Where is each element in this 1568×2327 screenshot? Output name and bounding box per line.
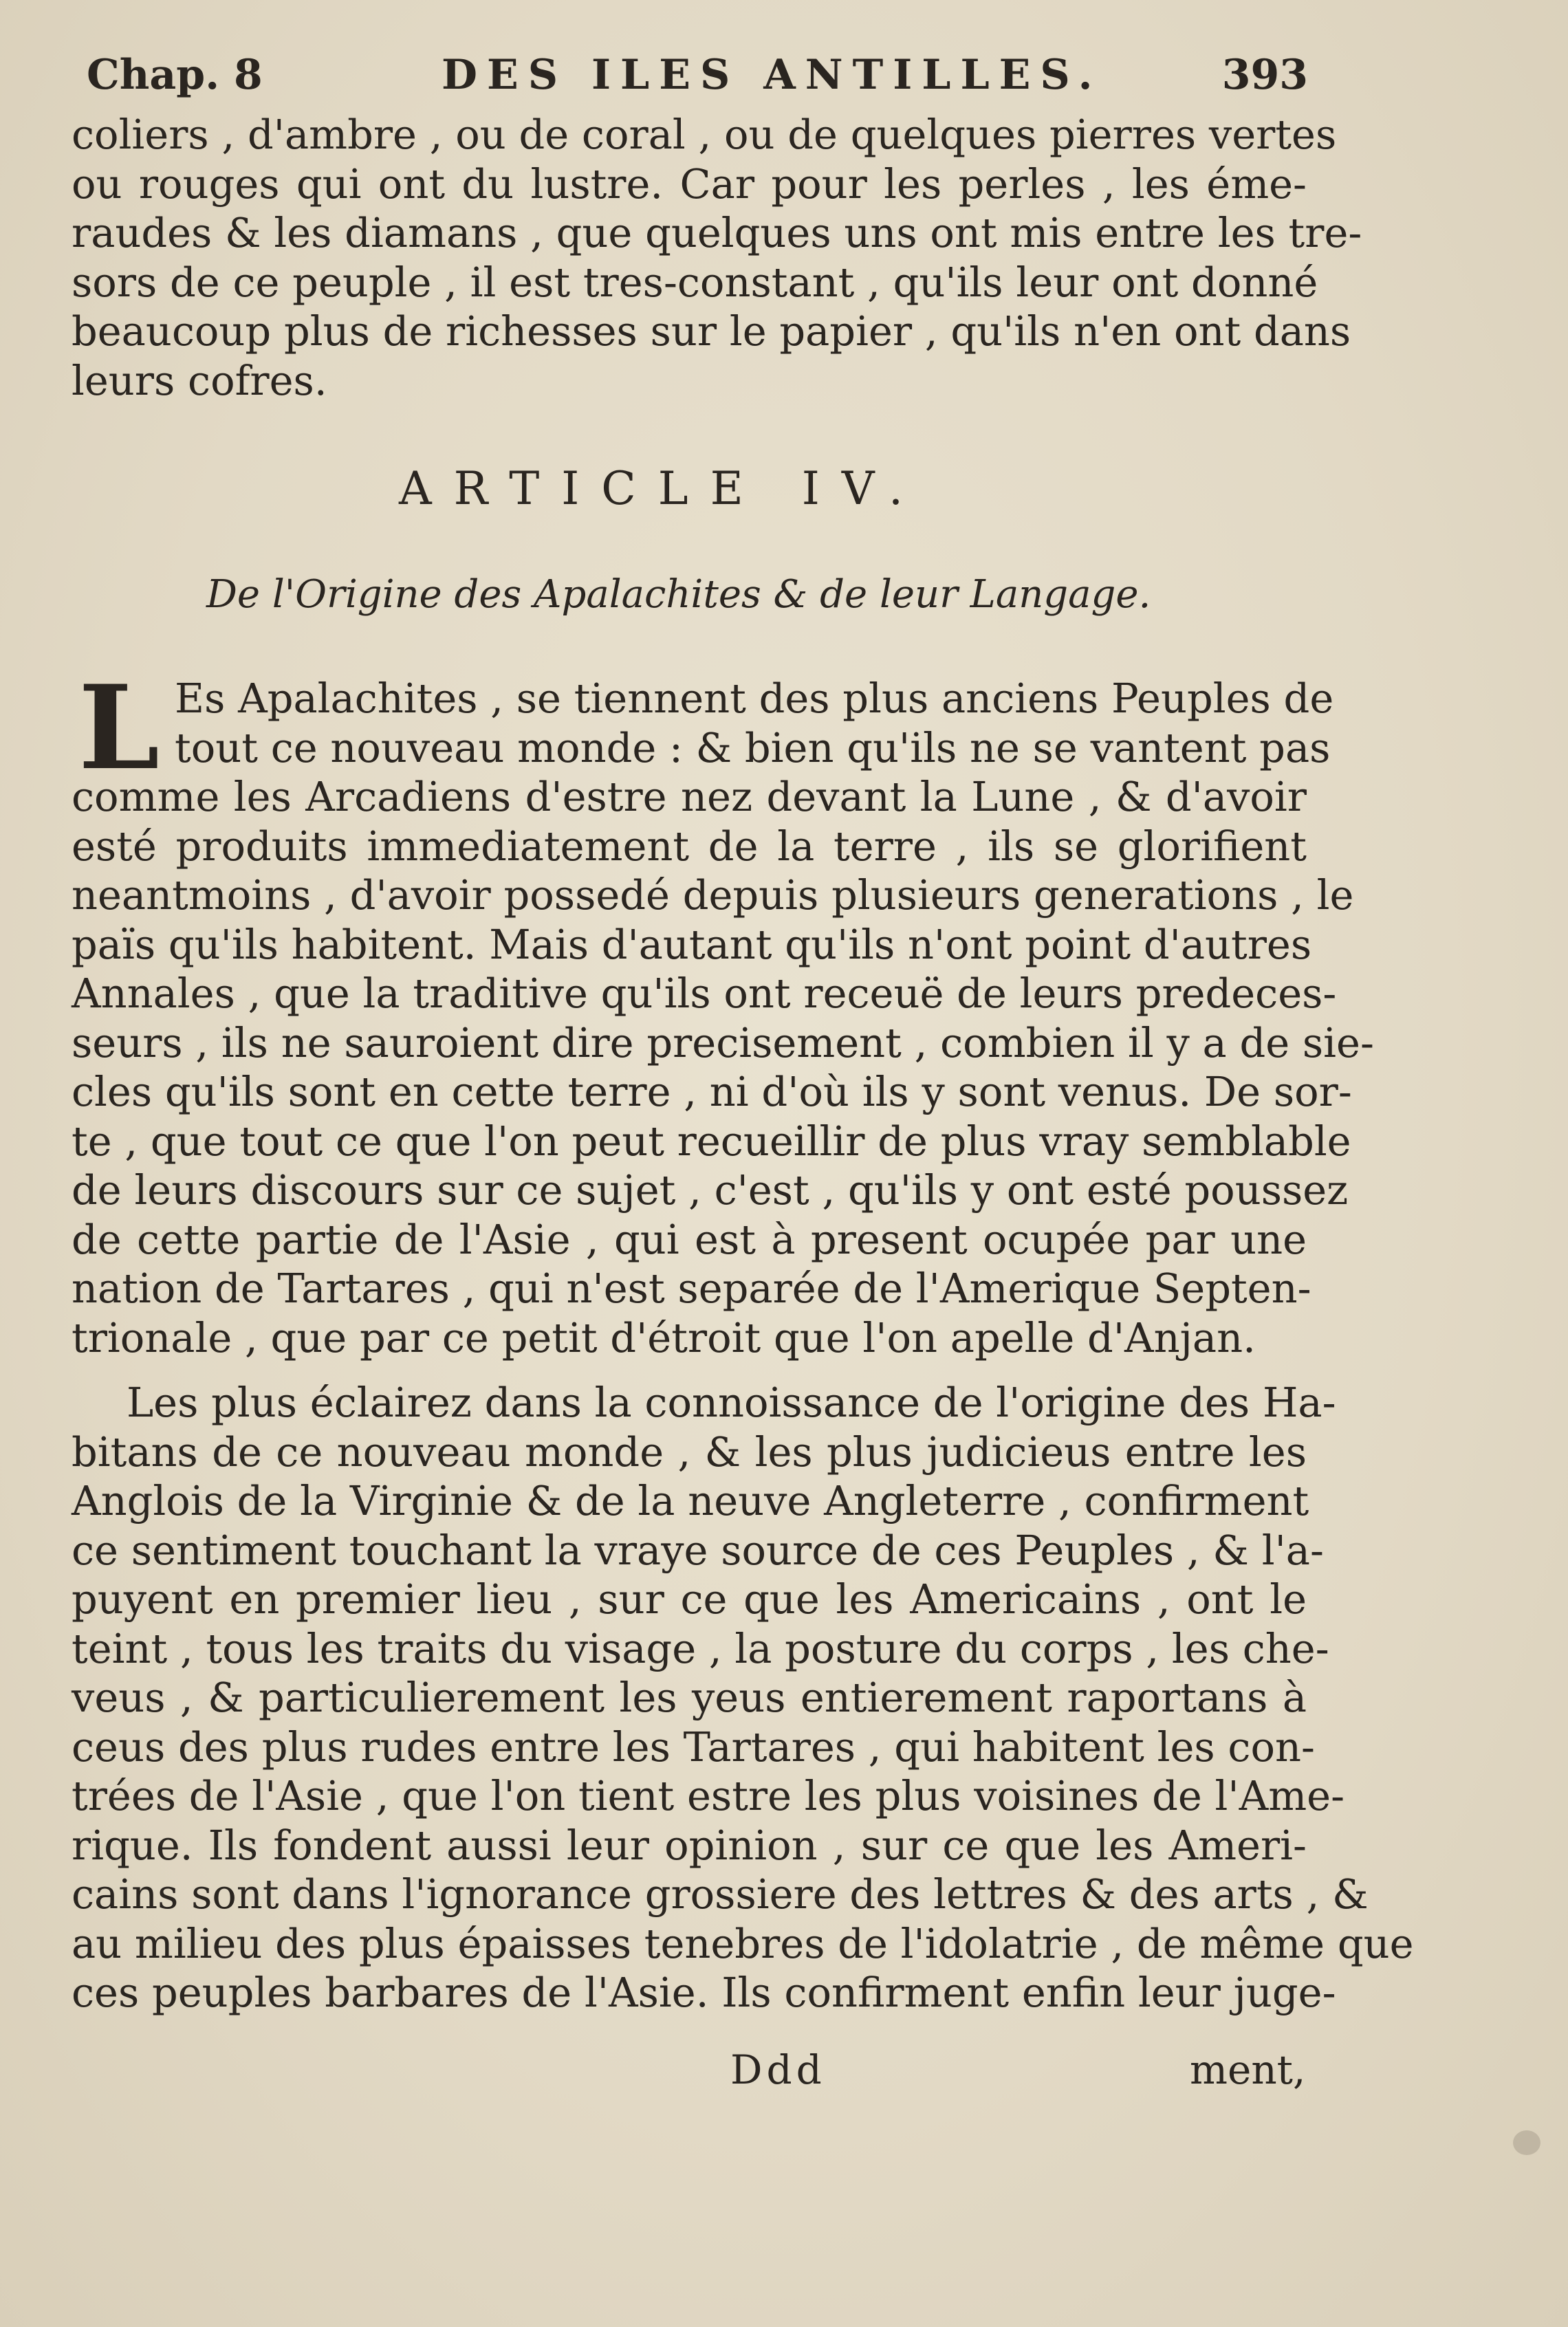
text-line: au milieu des plus épaisses tenebres de l'idolatrie , de même que	[72, 1919, 1414, 1967]
text-line: Les plus éclairez dans la connoissance de l'origine des Ha-	[127, 1379, 1336, 1426]
text-line: cles qu'ils sont en cette terre , ni d'où ils y sont venus. De sor-	[72, 1068, 1352, 1115]
running-header	[77, 51, 1308, 106]
text-line: comme les Arcadiens d'estre nez devant la Lune , & d'avoir	[72, 773, 1307, 820]
text-line: de leurs discours sur ce sujet , c'est , qu'ils y ont esté poussez	[72, 1166, 1349, 1214]
chapter-label: Chap. 8	[87, 51, 263, 99]
article-subtitle: De l'Origine des Apalachites & de leur Langage.	[206, 572, 1151, 617]
text-line: païs qu'ils habitent. Mais d'autant qu'ils n'ont point d'autres	[72, 920, 1312, 968]
catchword: ment,	[1190, 2046, 1306, 2093]
drop-cap: L	[78, 659, 160, 796]
text-line: ce sentiment touchant la vraye source de ces Peuples , & l'a-	[72, 1526, 1324, 1574]
text-line: te , que tout ce que l'on peut recueillir de plus vray semblable	[72, 1117, 1351, 1165]
text-line: beaucoup plus de richesses sur le papier , qu'ils n'en ont dans	[72, 307, 1351, 355]
running-title: DES ILES ANTILLES.	[442, 51, 1102, 99]
text-line: ou rouges qui ont du lustre. Car pour les perles , les éme-	[72, 160, 1307, 208]
text-line: tout ce nouveau monde : & bien qu'ils ne se vantent pas	[175, 723, 1331, 772]
paragraph-3	[72, 1378, 1414, 2018]
text-line: neantmoins , d'avoir possedé depuis plusieurs generations , le	[72, 871, 1354, 919]
article-heading: ARTICLE IV.	[399, 462, 925, 515]
text-line: Annales , que la traditive qu'ils ont receuë de leurs predeces-	[72, 970, 1337, 1017]
text-line: ceus des plus rudes entre les Tartares , qui habitent les con-	[72, 1723, 1315, 1771]
text-line: teint , tous les traits du visage , la posture du corps , les che-	[72, 1624, 1329, 1672]
text-line: leurs cofres.	[72, 356, 327, 404]
text-line: veus , & particulierement les yeus entierement raportans à	[72, 1674, 1307, 1721]
text-line: de cette partie de l'Asie , qui est à present ocupée par une	[72, 1215, 1307, 1263]
text-line: bitans de ce nouveau monde , & les plus judicieus entre les	[72, 1428, 1307, 1476]
text-line: esté produits immediatement de la terre , ils se glorifient	[72, 822, 1307, 870]
text-line: rique. Ils fondent aussi leur opinion , sur ce que les Ameri-	[72, 1821, 1307, 1869]
paragraph-2	[72, 659, 1374, 1362]
text-line: trionale , que par ce petit d'étroit que l'on apelle d'Anjan.	[72, 1313, 1256, 1362]
text-line: seurs , ils ne sauroient dire precisement , combien il y a de sie-	[72, 1018, 1374, 1067]
text-line: ces peuples barbares de l'Asie. Ils confirment enfin leur juge-	[72, 1969, 1336, 2016]
page-number: 393	[1221, 51, 1308, 99]
signature-mark: Ddd	[730, 2046, 826, 2093]
text-line: raudes & les diamans , que quelques uns ont mis entre les tre-	[72, 209, 1362, 256]
paragraph-1	[72, 110, 1362, 405]
paper-speck	[1513, 2130, 1540, 2155]
text-line: Es Apalachites , se tiennent des plus anciens Peuples de	[175, 675, 1334, 722]
text-line: cains sont dans l'ignorance grossiere des lettres & des arts , &	[72, 1870, 1369, 1918]
text-line: trées de l'Asie , que l'on tient estre les plus voisines de l'Ame-	[72, 1772, 1345, 1820]
text-line: puyent en premier lieu , sur ce que les Americains , ont le	[72, 1575, 1307, 1623]
text-line: sors de ce peuple , il est tres-constant , qu'ils leur ont donné	[72, 258, 1318, 306]
text-line: coliers , d'ambre , ou de coral , ou de quelques pierres vertes	[72, 111, 1337, 158]
text-line: nation de Tartares , qui n'est separée de l'Amerique Septen-	[72, 1265, 1311, 1312]
text-line: Anglois de la Virginie & de la neuve Angleterre , confirment	[72, 1477, 1309, 1525]
